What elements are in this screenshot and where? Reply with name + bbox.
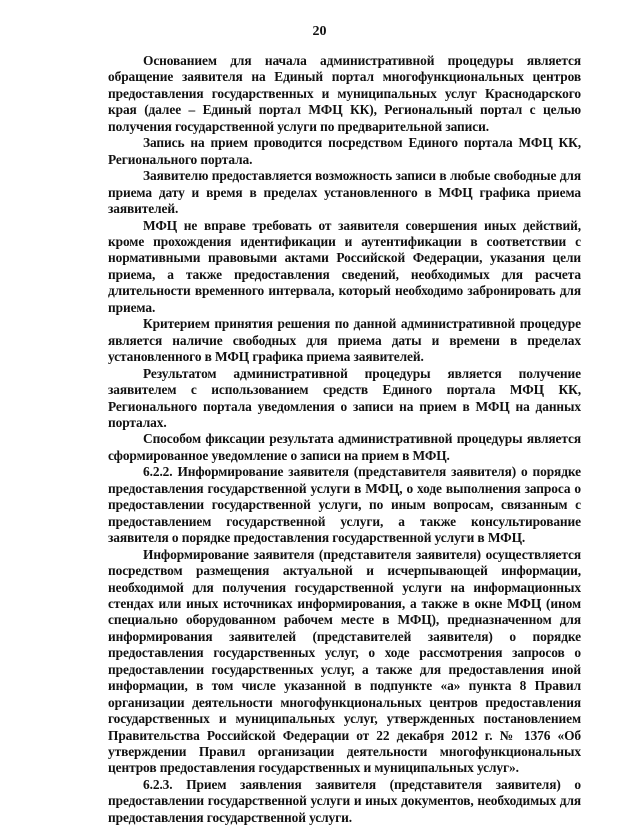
paragraph: Способом фиксации результата административной процедуры является сформированное уведомление о записи на прием в МФЦ. [108,431,581,463]
paragraph: Заявителю предоставляется возможность записи в любые свободные для приема дату и время в пределах установленного в МФЦ графика приема заявителей. [108,168,581,217]
paragraph: Результатом административной процедуры является получение заявителем с использованием средств Единого портала МФЦ КК, Регионального портала уведомления о записи на прием в МФЦ на данных порталах. [108,365,581,430]
document-body [108,53,581,826]
page-number: 20 [312,24,327,39]
paragraph: Основанием для начала административной процедуры является обращение заявителя на Единый портал многофункциональных центров предоставления государственных и муниципальных услуг Краснодарского края (далее – Единый портал МФЦ КК), Региональный портал с целью получения государственной услуги по предварительной записи. [108,53,581,134]
paragraph: МФЦ не вправе требовать от заявителя совершения иных действий, кроме прохождения идентификации и аутентификации в соответствии с нормативными правовыми актами Российской Федерации, указания цели приема, а также предоставления сведений, необходимых для расчета длительности временного интервала, который необходимо забронировать для приема. [108,217,581,315]
paragraph: 6.2.3. Прием заявления заявителя (представителя заявителя) о предоставлении государственной услуги и иных документов, необходимых для предоставления государственной услуги. [108,776,581,825]
paragraph: Критерием принятия решения по данной административной процедуре является наличие свободных для приема даты и времени в пределах установленного в МФЦ графика приема заявителей. [108,316,581,365]
paragraph: Запись на прием проводится посредством Единого портала МФЦ КК, Регионального портала. [108,135,581,167]
paragraph: 6.2.2. Информирование заявителя (представителя заявителя) о порядке предоставления государственной услуги в МФЦ, о ходе выполнения запроса о предоставлении государственной услуги, по иным вопросам, связанным с предоставлением государственной услуги, а также консультирование заявителя о порядке предоставления государственной услуги в МФЦ. [108,464,581,546]
paragraph: Информирование заявителя (представителя заявителя) осуществляется посредством размещения актуальной и исчерпывающей информации, необходимой для получения государственной услуги на информационных стендах или иных источниках информирования, а также в окне МФЦ (ином специально оборудованном рабочем месте в МФЦ), предназначенном для информирования заявителей (представителей заявителя) о порядке предоставления государственных услуг, о ходе рассмотрения запросов о предоставлении государственных услуг, а также для предоставления иной информации, в том числе указанной в подпункте «а» пункта 8 Правил организации деятельности многофункциональных центров предоставления государственных и муниципальных услуг, утвержденных постановлением Правительства Российской Федерации от 22 декабря 2012 г. № 1376 «Об утверждении Правил организации деятельности многофункциональных центров предоставления государственных и муниципальных услуг». [108,546,581,776]
